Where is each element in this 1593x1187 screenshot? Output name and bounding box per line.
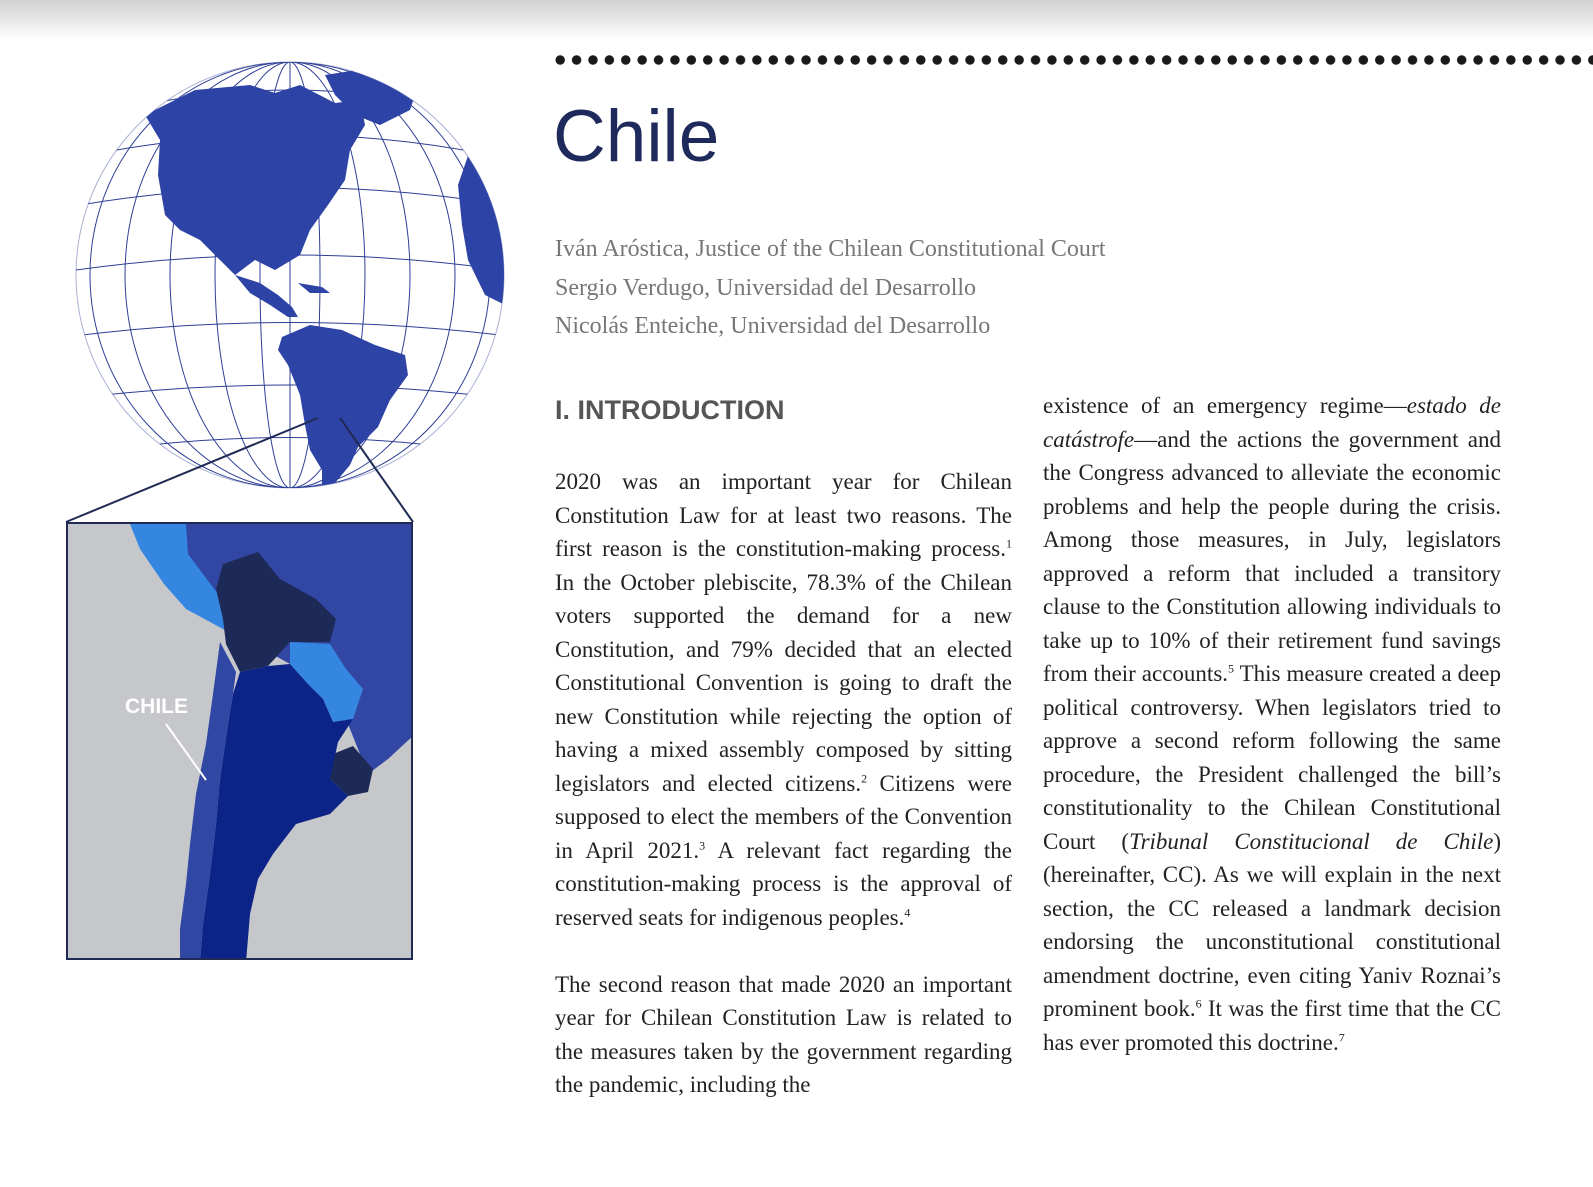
text-run: —and the actions the government and the Congress advanced to alleviate the economic problems and help the people during the crisis. Among those measures, in July, legislators approved a reform that included a transitory clause to the Constitution allowing individuals to take up to 10% of their retirement fund savings from their accounts.: [1043, 426, 1501, 686]
footnote-marker: 3: [699, 837, 706, 852]
dotted-rule: [552, 54, 1593, 66]
chile-label: CHILE: [125, 695, 188, 718]
text-run: It was the first time that the CC has ever promoted this doctrine.: [1043, 996, 1501, 1055]
text-run: A relevant fact regarding the constitution-making process is the approval of reserved seats for indigenous peoples.: [555, 837, 1013, 930]
inset-map: [66, 522, 413, 960]
author-line-3: Nicolás Enteiche, Universidad del Desarrollo: [555, 313, 991, 339]
text-run: Citizens were supposed to elect the members of the Convention in April 2021.: [555, 770, 1012, 863]
section-heading: I. INTRODUCTION: [555, 395, 785, 425]
paragraph: [555, 465, 1012, 934]
chile-pointer-line: [166, 724, 206, 780]
author-line-2: Sergio Verdugo, Universidad del Desarrollo: [555, 274, 977, 301]
footnote-marker: 6: [1195, 996, 1202, 1011]
globe-illustration: [60, 55, 520, 495]
paragraph: [555, 968, 1012, 1102]
body-column-left: [555, 465, 1012, 1102]
footnote-marker: 1: [1006, 536, 1012, 551]
top-shadow-bar: [0, 0, 1593, 40]
text-run: In the October plebiscite, 78.3% of the Chilean voters supported the demand for a new Constitution, and 79% decided that an elected Constitutional Convention is going to draft the new Constitution while rejecting the option of having a mixed assembly composed by sitting legislators and elected citizens.: [555, 569, 1012, 796]
text-run: 2020 was an important year for Chilean Constitution Law for at least two reasons. The first reason is the constitution-making process.: [555, 469, 1012, 561]
text-run: existence of an emergency regime—: [1043, 393, 1407, 418]
text-run: ) (hereinafter, CC). As we will explain in the next section, the CC released a landmark decision endorsing the unconstitutional constitutional amendment doctrine, even citing Yaniv Roznai’s prominent book.: [1043, 828, 1501, 1021]
author-line-1: Iván Aróstica, Justice of the Chilean Constitutional Court: [555, 236, 1106, 262]
footnote-marker: 2: [861, 770, 868, 785]
text-run: This measure created a deep political controversy. When legislators tried to approve a second reform following the same procedure, the President challenged the bill’s constitutionality to the Chilean Constitutional Court (: [1043, 661, 1502, 854]
italic-text: Tribunal Constitucional de Chile: [1129, 828, 1494, 854]
paragraph: [1043, 389, 1501, 1059]
italic-text: estado de catástrofe: [1043, 393, 1501, 452]
page-title: Chile: [553, 96, 720, 177]
text-run: The second reason that made 2020 an important year for Chilean Constitution Law is related to the measures taken by the government regarding the pandemic, including the: [555, 971, 1012, 1097]
footnote-marker: 4: [904, 904, 911, 919]
footnote-marker: 5: [1228, 661, 1235, 676]
body-column-right: [1043, 389, 1501, 1059]
author-list: [555, 236, 1106, 352]
footnote-marker: 7: [1338, 1029, 1345, 1044]
